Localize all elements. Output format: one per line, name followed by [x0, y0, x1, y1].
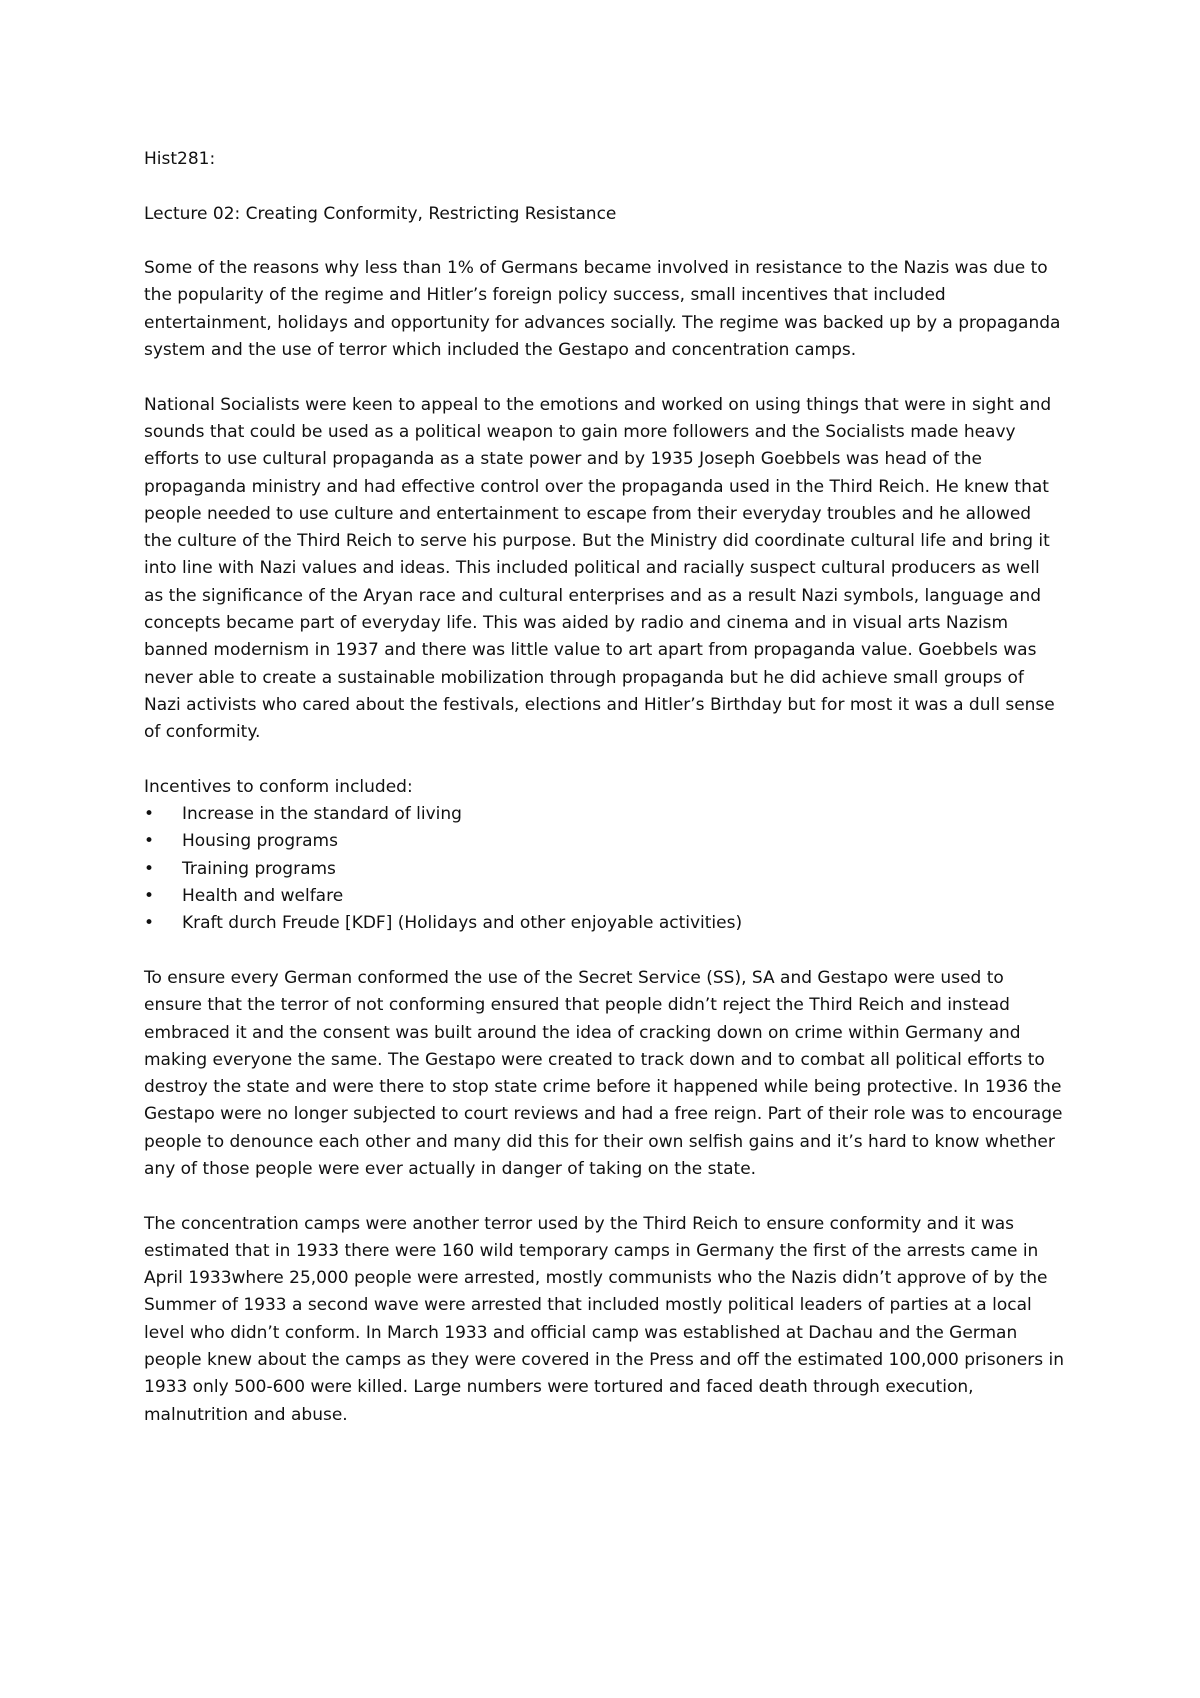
lecture-title: Lecture 02: Creating Conformity, Restricting Resistance: [144, 203, 617, 224]
list-item-text: Kraft durch Freude [KDF] (Holidays and other enjoyable activities): [182, 913, 743, 934]
list-item-text: Training programs: [182, 858, 336, 879]
bullet-icon: •: [144, 913, 155, 934]
bullet-icon: •: [144, 831, 155, 852]
list-item: [144, 828, 1064, 855]
list-item: [144, 856, 1064, 883]
list-item-text: Health and welfare: [182, 886, 344, 907]
bullet-icon: •: [144, 858, 155, 879]
course-code: Hist281:: [144, 149, 216, 169]
list-item-text: Housing programs: [182, 831, 338, 852]
bullet-icon: •: [144, 886, 155, 907]
document-body: [144, 146, 1064, 1456]
paragraph-reasons: Some of the reasons why less than 1% of Germans became involved in resistance to the Nazis was due to the popularity of the regime and Hitler’s foreign policy success, small incentives that included entertainment, holidays and opportunity for advances socially. The regime was backed up by a propaganda system and the use of terror which included the Gestapo and concentration camps.: [144, 258, 1061, 361]
list-item: [144, 801, 1064, 828]
incentives-intro: Incentives to conform included:: [144, 776, 413, 797]
paragraph-camps: The concentration camps were another terror used by the Third Reich to ensure conformity and it was estimated that in 1933 there were 160 wild temporary camps in Germany the first of the arrests came in April 1933where 25,000 people were arrested, mostly communists who the Nazis didn’t approve of by the Summer of 1933 a second wave were arrested that included mostly political leaders of parties at a local level who didn’t conform. In March 1933 and official camp was established at Dachau and the German people knew about the camps as they were covered in the Press and off the estimated 100,000 prisoners in 1933 only 500-600 were killed. Large numbers were tortured and faced death through execution, malnutrition and abuse.: [144, 1213, 1064, 1425]
paragraph-terror: To ensure every German conformed the use of the Secret Service (SS), SA and Gestapo were used to ensure that the terror of not conforming ensured that people didn’t reject the Third Reich and instead embraced it and the consent was built around the idea of cracking down on crime within Germany and making everyone the same. The Gestapo were created to track down and to combat all political efforts to destroy the state and were there to stop state crime before it happened while being protective. In 1936 the Gestapo were no longer subjected to court reviews and had a free reign. Part of their role was to encourage people to denounce each other and many did this for their own selfish gains and it’s hard to know whether any of those people were ever actually in danger of taking on the state.: [144, 967, 1063, 1179]
bullet-icon: •: [144, 804, 155, 825]
paragraph-propaganda: National Socialists were keen to appeal to the emotions and worked on using things that were in sight and sounds that could be used as a political weapon to gain more followers and the Socialists made heavy efforts to use cultural propaganda as a state power and by 1935 Joseph Goebbels was head of the propaganda ministry and had effective control over the propaganda used in the Third Reich. He knew that people needed to use culture and entertainment to escape from their everyday troubles and he allowed the culture of the Third Reich to serve his purpose. But the Ministry did coordinate cultural life and bring it into line with Nazi values and ideas. This included political and racially suspect cultural producers as well as the significance of the Aryan race and cultural enterprises and as a result Nazi symbols, language and concepts became part of everyday life. This was aided by radio and cinema and in visual arts Nazism banned modernism in 1937 and there was little value to art apart from propaganda value. Goebbels was never able to create a sustainable mobilization through propaganda but he did achieve small groups of Nazi activists who cared about the festivals, elections and Hitler’s Birthday but for most it was a dull sense of conformity.: [144, 394, 1055, 743]
list-item-text: Increase in the standard of living: [182, 804, 462, 825]
list-item: [144, 910, 1064, 937]
list-item: [144, 883, 1064, 910]
incentives-list: [144, 801, 1064, 937]
